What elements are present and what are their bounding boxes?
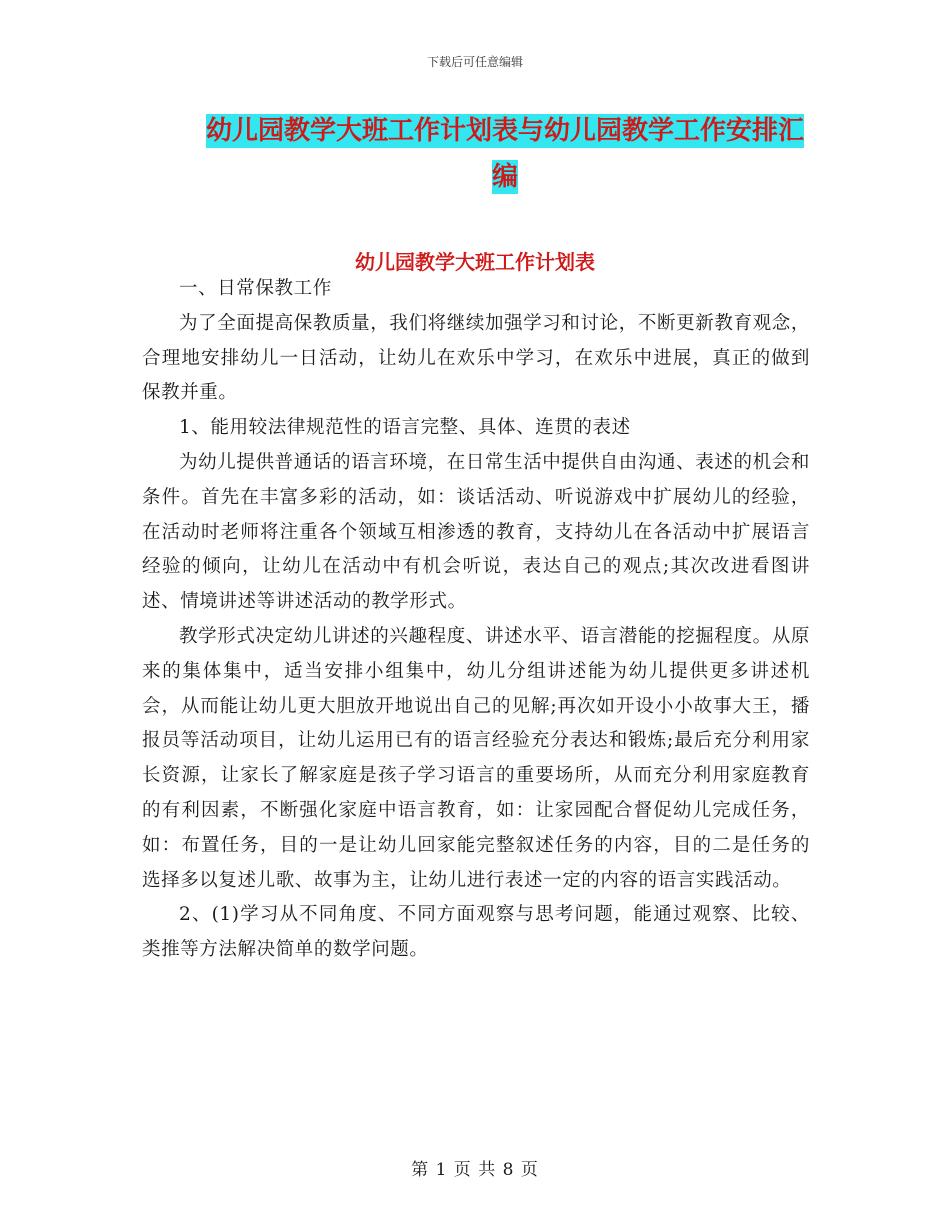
- paragraph: 1、能用较法律规范性的语言完整、具体、连贯的表述: [179, 417, 631, 439]
- header-note: 下载后可任意编辑: [426, 55, 523, 69]
- section-title: 幼儿园教学大班工作计划表: [355, 250, 595, 274]
- paragraph: 为了全面提高保教质量，我们将继续加强学习和讨论，不断更新教育观念，合理地安排幼儿一日活动，让幼儿在欢乐中学习，在欢乐中进展，真正的做到保教并重。: [142, 312, 810, 404]
- document-title-text: 幼儿园教学大班工作计划表与幼儿园教学工作安排汇编: [205, 116, 804, 192]
- paragraph: 一、日常保教工作: [179, 278, 332, 299]
- page-footer: 第 1 页 共 8 页: [411, 1160, 539, 1180]
- document-title: [195, 108, 815, 200]
- paragraph: 教学形式决定幼儿讲述的兴趣程度、讲述水平、语言潜能的挖掘程度。从原来的集体集中，适当安排小组集中，幼儿分组讲述能为幼儿提供更多讲述机会，从而能让幼儿更大胆放开地说出自己的见解;再次如开设小小故事大王，播报员等活动项目，让幼儿运用已有的语言经验充分表达和锻炼;最后充分利用家长资源，让家长了解家庭是孩子学习语言的重要场所，从而充分利用家庭教育的有利因素，不断强化家庭中语言教育，如：让家园配合督促幼儿完成任务，如：布置任务，目的一是让幼儿回家能完整叙述任务的内容，目的二是任务的选择多以复述儿歌、故事为主，让幼儿进行表述一定的内容的语言实践活动。: [142, 625, 810, 891]
- document-body: [142, 272, 810, 968]
- paragraph: 为幼儿提供普通话的语言环境，在日常生活中提供自由沟通、表述的机会和条件。首先在丰富多彩的活动，如：谈话活动、听说游戏中扩展幼儿的经验，在活动时老师将注重各个领域互相渗透的教育，支持幼儿在各活动中扩展语言经验的倾向，让幼儿在活动中有机会听说，表达自己的观点;其次改进看图讲述、情境讲述等讲述活动的教学形式。: [142, 451, 810, 613]
- paragraph: 2、(1)学习从不同角度、不同方面观察与思考问题，能通过观察、比较、类推等方法解决简单的数学问题。: [142, 904, 810, 961]
